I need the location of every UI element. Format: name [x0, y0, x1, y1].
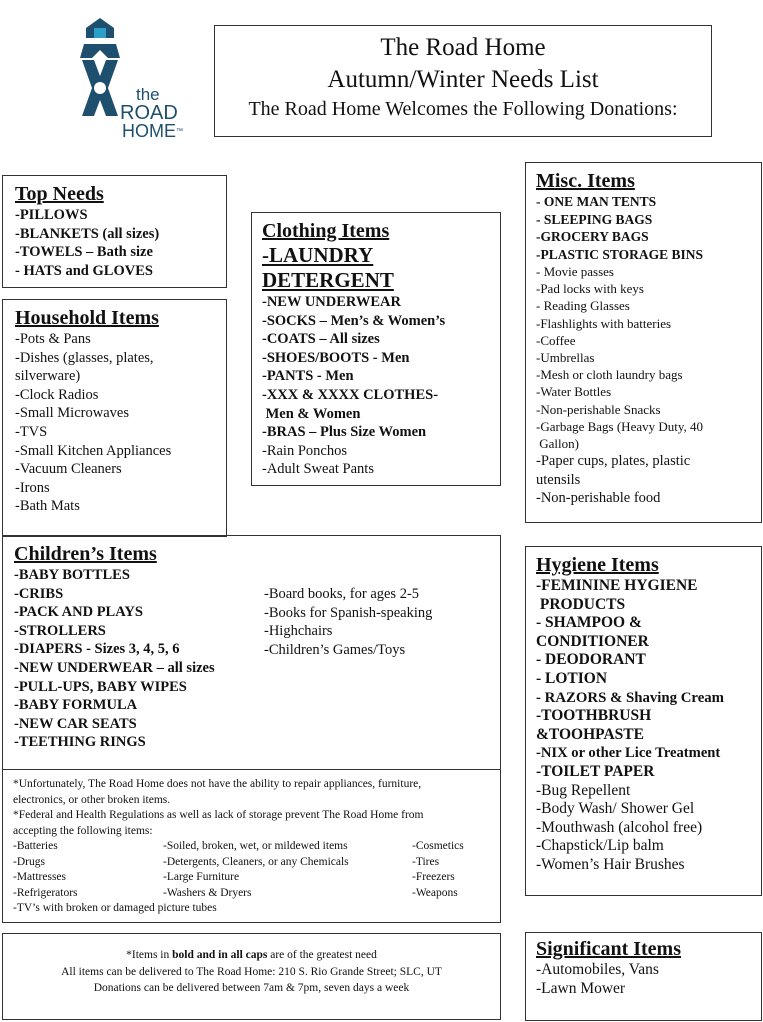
list-item: -NEW UNDERWEAR – all sizes — [14, 659, 215, 676]
rejected-item: -Weapons — [412, 886, 458, 899]
top-needs-box — [2, 175, 227, 288]
list-item: -Bug Repellent — [536, 781, 631, 799]
note-prefix: *Items in — [126, 949, 173, 961]
logo-word-the: the — [136, 85, 160, 104]
notice-line: *Federal and Health Regulations as well as lack of storage prevent The Road Home from — [13, 809, 424, 821]
significant-box — [525, 932, 762, 1021]
list-item: -Bath Mats — [15, 498, 80, 515]
rejected-item: -Drugs — [13, 855, 45, 868]
children-box — [2, 535, 501, 923]
misc-heading: Misc. Items — [536, 170, 635, 192]
children-list-left — [14, 566, 215, 752]
list-item: - Movie passes — [536, 264, 614, 279]
list-item: -PULL-UPS, BABY WIPES — [14, 678, 187, 695]
list-item: -NEW UNDERWEAR — [262, 294, 401, 310]
list-item: - SHAMPOO & — [536, 614, 642, 632]
list-item: silverware) — [15, 368, 81, 385]
list-item: -TVS — [15, 423, 48, 440]
list-item: -TOWELS – Bath size — [15, 244, 153, 261]
list-item: - LOTION — [536, 669, 608, 687]
list-title: Autumn/Winter Needs List — [327, 66, 599, 93]
greatest-need-note — [3, 947, 500, 964]
list-item: -Chapstick/Lip balm — [536, 837, 664, 855]
list-item: - HATS and GLOVES — [15, 262, 153, 279]
list-item: -TOILET PAPER — [536, 762, 655, 780]
logo-word-home: HOME — [122, 121, 176, 141]
rejected-item: -Soiled, broken, wet, or mildewed items — [163, 840, 348, 852]
list-item: -Board books, for ages 2-5 — [264, 586, 420, 602]
note-emphasis: bold and in all caps — [172, 949, 268, 961]
list-item: -NEW CAR SEATS — [14, 715, 137, 732]
list-item: -Garbage Bags (Heavy Duty, 40 — [536, 418, 704, 434]
list-item: -SHOES/BOOTS - Men — [262, 349, 410, 366]
list-item: - DEODORANT — [536, 651, 646, 669]
list-item: -Automobiles, Vans — [536, 961, 659, 978]
rejected-item: -Mattresses — [13, 871, 67, 883]
rejected-items-col1 — [13, 839, 78, 901]
list-item: -COATS – All sizes — [262, 331, 380, 348]
notice-line: accepting the following items: — [13, 824, 153, 837]
rejected-item: -Batteries — [13, 840, 58, 852]
household-box — [2, 299, 227, 537]
list-item: Gallon) — [536, 436, 579, 452]
rejected-item: -Refrigerators — [13, 886, 78, 899]
list-item: - ONE MAN TENTS — [536, 194, 657, 209]
list-item: -Water Bottles — [536, 384, 612, 400]
rejected-item: -Large Furniture — [163, 871, 240, 883]
rejected-item-tv: -TV’s with broken or damaged picture tubes — [13, 902, 217, 914]
road-home-logo — [78, 16, 183, 151]
notice-line: *Unfortunately, The Road Home does not have the ability to repair appliances, furniture, — [13, 778, 422, 790]
list-item: -Paper cups, plates, plastic — [536, 453, 691, 470]
delivery-address: All items can be delivered to The Road Home: 210 S. Rio Grande Street; SLC, UT — [61, 965, 442, 978]
list-item: -CRIBS — [14, 585, 64, 602]
household-list — [15, 330, 226, 516]
hygiene-list — [536, 577, 761, 875]
list-item: -Lawn Mower — [536, 979, 626, 997]
welcome-subtitle: The Road Home Welcomes the Following Donations: — [248, 98, 678, 120]
list-item: -DIAPERS - Sizes 3, 4, 5, 6 — [14, 641, 180, 658]
list-item: -Non-perishable food — [536, 490, 661, 507]
list-item: -Clock Radios — [15, 386, 99, 403]
list-item: -BABY FORMULA — [14, 697, 138, 714]
laundry-detergent-line1: -LAUNDRY — [262, 243, 374, 267]
list-item: -Irons — [15, 479, 50, 496]
list-item: -Highchairs — [264, 623, 333, 640]
top-needs-list — [15, 206, 226, 280]
hygiene-heading: Hygiene Items — [536, 554, 659, 576]
list-item: -PANTS - Men — [262, 368, 354, 385]
list-item: -Umbrellas — [536, 350, 595, 366]
significant-heading: Significant Items — [536, 938, 681, 960]
list-item: -Coffee — [536, 332, 576, 348]
list-item: &TOOHPASTE — [536, 725, 644, 743]
list-item: -Mesh or cloth laundry bags — [536, 367, 683, 383]
list-item: -TEETHING RINGS — [14, 734, 146, 751]
clothing-heading: Clothing Items — [262, 220, 390, 242]
list-item: utensils — [536, 471, 581, 488]
title-box — [214, 25, 712, 137]
rejected-item: -Detergents, Cleaners, or any Chemicals — [163, 855, 349, 868]
list-item: -BRAS – Plus Size Women — [262, 424, 427, 441]
list-item: -PLASTIC STORAGE BINS — [536, 246, 704, 262]
list-item: -GROCERY BAGS — [536, 229, 649, 244]
logo-trademark: ™ — [176, 128, 183, 135]
hygiene-box — [525, 546, 762, 896]
list-item: CONDITIONER — [536, 632, 649, 650]
significant-list — [536, 961, 761, 998]
children-list-right — [264, 585, 432, 659]
list-item: PRODUCTS — [536, 595, 626, 613]
list-item: -Books for Spanish-speaking — [264, 604, 433, 621]
list-item: -Small Kitchen Appliances — [15, 442, 172, 459]
rejected-items-col2 — [163, 839, 349, 901]
list-item: - Reading Glasses — [536, 298, 630, 314]
logo-word-road: ROAD — [120, 102, 178, 124]
list-item: -Adult Sweat Pants — [262, 461, 374, 478]
org-name-title: The Road Home — [380, 34, 546, 61]
list-item: -Body Wash/ Shower Gel — [536, 800, 695, 818]
list-item: - RAZORS & Shaving Cream — [536, 689, 724, 706]
misc-box — [525, 162, 762, 523]
rejected-item: -Washers & Dryers — [163, 886, 252, 899]
clothing-list — [262, 293, 500, 479]
list-item: -Non-perishable Snacks — [536, 401, 661, 417]
household-heading: Household Items — [15, 307, 159, 329]
rejected-item: -Freezers — [412, 871, 455, 883]
note-suffix: are of the greatest need — [267, 949, 377, 961]
list-item: -Women’s Hair Brushes — [536, 855, 685, 873]
delivery-hours: Donations can be delivered between 7am & 7pm, seven days a week — [93, 982, 410, 994]
list-item: -STROLLERS — [14, 622, 106, 639]
list-item: -NIX or other Lice Treatment — [536, 745, 721, 762]
list-item: -FEMININE HYGIENE — [536, 577, 698, 594]
list-item: -PILLOWS — [15, 207, 88, 223]
notice-text — [13, 777, 498, 839]
list-item: -PACK AND PLAYS — [14, 604, 143, 621]
list-item: -Pots & Pans — [15, 331, 91, 347]
misc-list — [536, 193, 761, 508]
children-heading: Children’s Items — [14, 543, 157, 565]
list-item: -Vacuum Cleaners — [15, 461, 122, 478]
list-item: Men & Women — [262, 405, 361, 422]
clothing-box — [251, 212, 501, 486]
list-item: -Flashlights with batteries — [536, 315, 672, 331]
list-item: -BABY BOTTLES — [14, 567, 130, 583]
notice-divider — [3, 769, 500, 770]
list-item: -Pad locks with keys — [536, 281, 644, 297]
list-item: -SOCKS – Men’s & Women’s — [262, 312, 446, 329]
list-item: -Rain Ponchos — [262, 442, 347, 459]
laundry-detergent-line2: DETERGENT — [262, 268, 394, 292]
list-item: -XXX & XXXX CLOTHES- — [262, 386, 439, 403]
delivery-info-box — [2, 933, 501, 1020]
rejected-items-col3 — [412, 839, 464, 901]
list-item: -Small Microwaves — [15, 405, 129, 422]
list-item: -Mouthwash (alcohol free) — [536, 818, 703, 836]
top-needs-heading: Top Needs — [15, 183, 104, 205]
rejected-item: -Tires — [412, 855, 440, 868]
list-item: -TOOTHBRUSH — [536, 707, 652, 725]
list-item: -Dishes (glasses, plates, — [15, 349, 154, 366]
rejected-item: -Cosmetics — [412, 840, 464, 852]
list-item: - SLEEPING BAGS — [536, 211, 653, 227]
list-item: -BLANKETS (all sizes) — [15, 225, 160, 242]
list-item: -Children’s Games/Toys — [264, 641, 406, 658]
notice-line: electronics, or other broken items. — [13, 793, 171, 806]
